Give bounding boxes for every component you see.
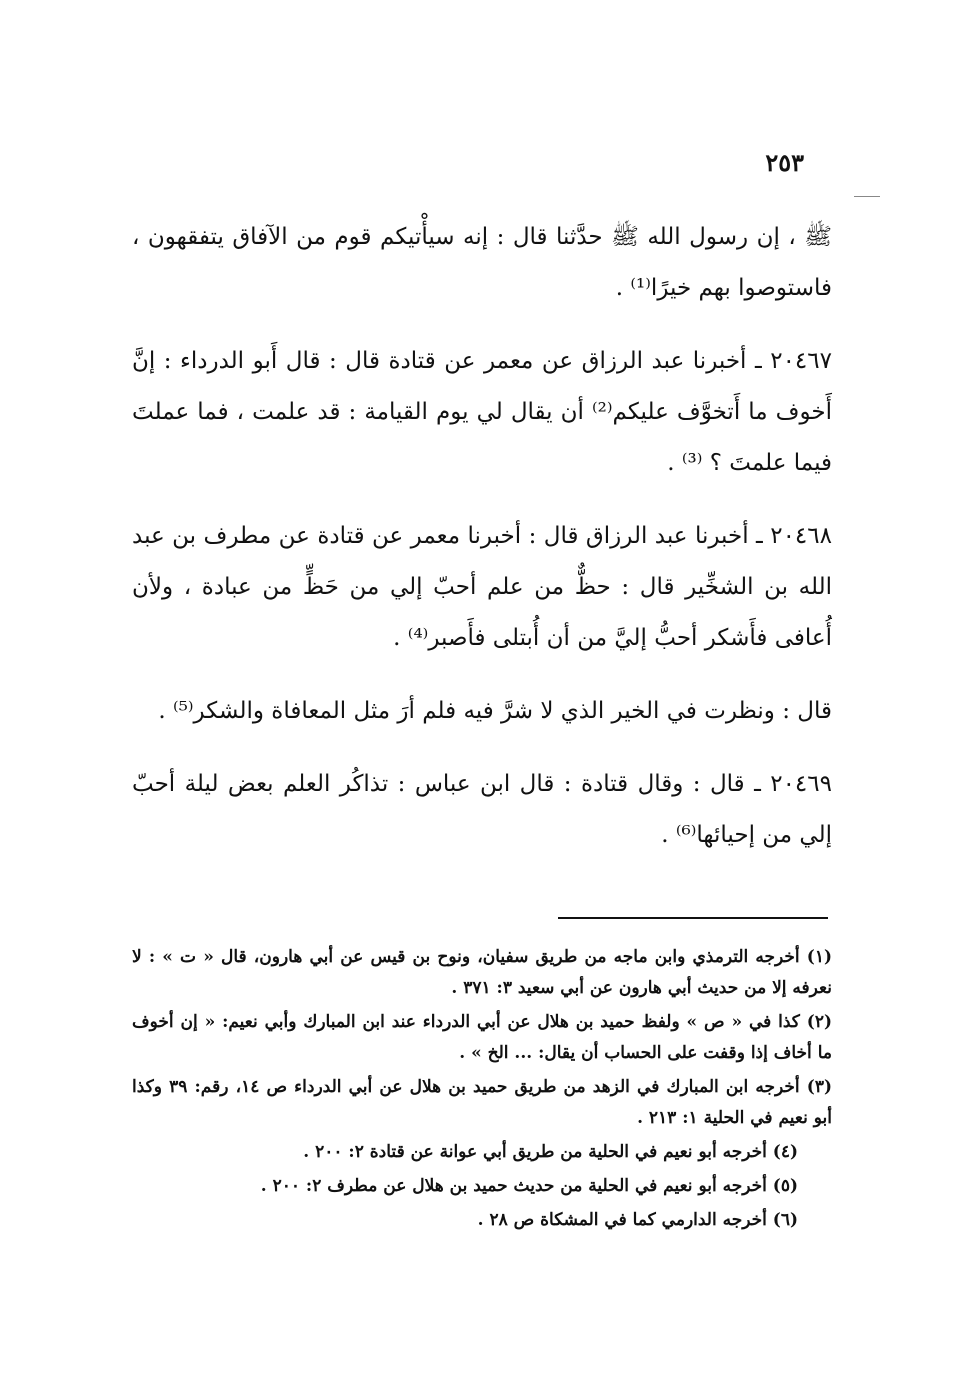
footnote-2: (٢) كذا في « ص » ولفظ حميد بن هلال عن أبي الدرداء عند ابن المبارك وأبي نعيم: « إن أخوف ما أخاف إذا وقفت على الحساب أن يقال: ... الخ » .	[132, 1012, 832, 1063]
margin-mark	[854, 196, 880, 197]
paragraph-qala: قال : ونظرت في الخير الذي لا شرَّ فيه فلم أرَ مثل المعافاة والشكر⁽⁵⁾ .	[158, 698, 832, 724]
footnote-4: (٤) أخرجه أبو نعيم في الحلية من طريق أبي عوانة عن قتادة ٢: ٢٠٠ .	[303, 1142, 798, 1162]
page-number: ٢٥٣	[765, 148, 804, 177]
hadith-20468: ٢٠٤٦٨ ـ أخبرنا عبد الرزاق قال : أخبرنا معمر عن قتادة عن مطرف بن عبد الله بن الشخِّير قال : حظٌّ من علم أحبّ إلي من حَظٍّ من عبادة ، ولأن أُعافى فأَشكر أحبُّ إليَّ من أن أُبتلى فأَصبر⁽⁴⁾ .	[132, 523, 832, 651]
footnote-5: (٥) أخرجه أبو نعيم في الحلية من حديث حميد بن هلال عن مطرف ٢: ٢٠٠ .	[260, 1176, 798, 1196]
hadith-20469: ٢٠٤٦٩ ـ قال : وقال قتادة : قال ابن عباس : تذاكُر العلم بعض ليلة أحبّ إلي من إحيائها⁽⁶⁾ .	[132, 771, 832, 848]
footnote-separator	[558, 917, 828, 919]
footnotes	[132, 942, 832, 1239]
paragraph-continuation: ﷺ ، إن رسول الله ﷺ حدَّثنا قال : إنه سيأْتيكم قوم من الآفاق يتفقهون ، فاستوصوا بهم خيرًا⁽¹⁾ .	[132, 224, 832, 301]
hadith-20467: ٢٠٤٦٧ ـ أخبرنا عبد الرزاق عن معمر عن قتادة قال : قال أَبو الدرداء : إنَّ أَخوف ما أَتخوَّف عليكم⁽²⁾ أن يقال لي يوم القيامة : قد علمت ، فما عملتَ فيما علمتَ ؟ ⁽³⁾ .	[132, 348, 832, 476]
footnote-6: (٦) أخرجه الدارمي كما في المشكاة ص ٢٨ .	[477, 1210, 798, 1230]
footnote-3: (٣) أخرجه ابن المبارك في الزهد من طريق حميد بن هلال عن أبي الدرداء ص ١٤، رقم: ٣٩ وكذا أبو نعيم في الحلية ١: ٢١٣ .	[132, 1077, 833, 1128]
main-text	[132, 212, 832, 883]
footnote-1: (١) أخرجه الترمذي وابن ماجه من طريق سفيان، ونوح بن قيس عن أبي هارون، قال « ت » : لا نعرفه إلا من حديث أبي هارون عن أبي سعيد ٣: ٣٧١ .	[132, 947, 832, 998]
